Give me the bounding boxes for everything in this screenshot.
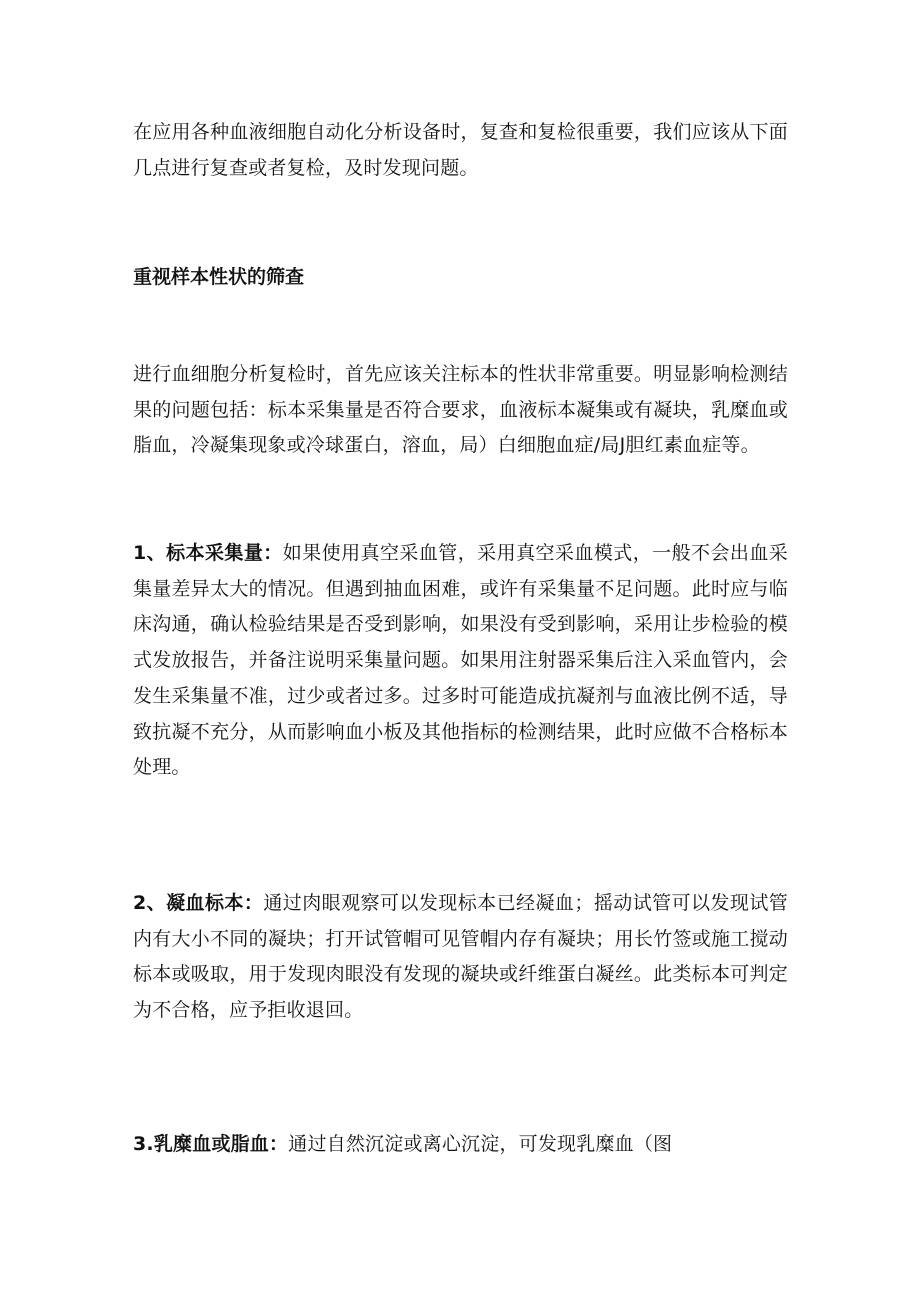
overview-text: 进行血细胞分析复检时，首先应该关注标本的性状非常重要。明显影响检测结果的问题包括：标本采集量是否符合要求，血液标本凝集或有凝块，乳糜血或脂血，冷凝集现象或冷球蛋白，溶血，局）白细胞血症/局J胆红素血症等。 <box>133 363 788 457</box>
item-label-3: 3.乳糜血或脂血： <box>133 1133 289 1155</box>
item-paragraph-3 <box>133 1127 788 1163</box>
overview-paragraph <box>133 357 788 464</box>
section-heading-text: 重视样本性状的筛查 <box>133 266 305 288</box>
item-text-2: 通过肉眼观察可以发现标本已经凝血；摇动试管可以发现试管内有大小不同的凝块；打开试管帽可见管帽内存有凝块；用长竹签或施工搅动标本或吸取，用于发现肉眼没有发现的凝块或纤维蛋白凝丝。此类标本可判定为不合格，应予拒收退回。 <box>133 892 788 1022</box>
section-heading <box>133 262 788 292</box>
item-label-1: 1、标本采集量： <box>133 542 283 564</box>
item-paragraph-1 <box>133 536 788 786</box>
item-paragraph-2 <box>133 886 788 1029</box>
item-text-3: 通过自然沉淀或离心沉淀，可发现乳糜血（图 <box>288 1133 673 1155</box>
intro-paragraph <box>133 115 788 186</box>
item-label-2: 2、凝血标本： <box>133 892 264 914</box>
intro-text: 在应用各种血液细胞自动化分析设备时，复查和复检很重要，我们应该从下面几点进行复查或者复检，及时发现问题。 <box>133 121 788 179</box>
item-text-1: 如果使用真空采血管，采用真空采血模式，一般不会出血采集量差异太大的情况。但遇到抽血困难，或许有采集量不足问题。此时应与临床沟通，确认检验结果是否受到影响，如果没有受到影响，采用让步检验的模式发放报告，并备注说明采集量问题。如果用注射器采集后注入采血管内，会发生采集量不准，过少或者过多。过多时可能造成抗凝剂与血液比例不适，导致抗凝不充分，从而影响血小板及其他指标的检测结果，此时应做不合格标本处理。 <box>133 542 789 779</box>
